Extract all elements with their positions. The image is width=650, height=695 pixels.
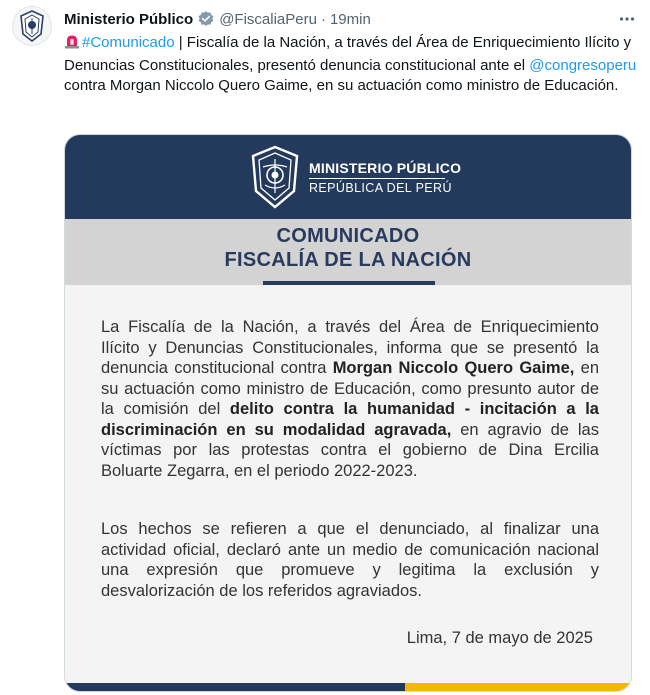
tweet-time[interactable]: 19min	[329, 10, 371, 28]
paragraph-1-e: en agravio de las víctimas por las protestas contra el gobierno de Dina Ercilia Boluarte Zegarra, en el periodo 2022-2023.	[101, 420, 599, 480]
police-light-icon	[64, 33, 80, 56]
ministerio-publico-crest-icon	[249, 145, 301, 209]
image-title-line2: FISCALÍA DE LA NACIÓN	[224, 249, 472, 271]
hashtag-comunicado-link[interactable]: #Comunicado	[82, 34, 175, 51]
footer-bar-gold	[405, 683, 631, 692]
tweet-text	[64, 33, 642, 97]
ministerio-logo	[249, 145, 461, 209]
tweet-text-part-2: contra Morgan Niccolo Quero Gaime, en su actuación como ministro de Educación.	[64, 77, 619, 94]
tweet-text-part-1: | Fiscalía de la Nación, a través del Área de Enriquecimiento Ilícito y Denuncias Constitucionales, presentó denuncia constitucional ante el	[64, 34, 632, 74]
paragraph-1-name: Morgan Niccolo Quero Gaime,	[332, 359, 575, 377]
paragraph-1-charge: delito contra la humanidad - incitación a la discriminación en su modalidad agravada,	[101, 400, 599, 439]
logo-line1: MINISTERIO PÚBLICO	[309, 159, 462, 176]
avatar[interactable]	[12, 6, 52, 46]
paragraph-1-c: en su actuación como ministro de Educación, como presunto autor de la comisión del	[101, 359, 600, 418]
mention-congresoperu-link[interactable]: @congresoperu	[529, 56, 637, 74]
image-title-line1: COMUNICADO	[276, 225, 420, 247]
more-options-button[interactable]	[616, 8, 638, 30]
paragraph-1	[101, 317, 599, 481]
tweet-header	[64, 8, 638, 30]
logo-line2: REPÚBLICA DEL PERÚ	[309, 180, 452, 195]
tweet-image[interactable]	[64, 134, 632, 692]
footer-bar-blue	[65, 683, 405, 692]
more-horizontal-icon	[618, 10, 636, 28]
author-handle[interactable]: @FiscaliaPeru	[219, 10, 317, 28]
ministerio-publico-crest-icon	[19, 10, 45, 42]
footer-bar	[65, 683, 631, 692]
separator-dot: ·	[320, 10, 326, 28]
paragraph-2: Los hechos se refieren a que el denunciado, al finalizar una actividad oficial, declaró ante un medio de comunicación nacional una expresión que promueve y legitima la exclusión y desvalorización de los referidos agraviados.	[101, 520, 599, 600]
signoff-date: Lima, 7 de mayo de 2025	[406, 629, 593, 647]
verified-badge-icon	[197, 10, 215, 28]
logo-divider	[309, 178, 445, 179]
author-name[interactable]: Ministerio Público	[64, 10, 194, 28]
title-band	[65, 219, 631, 285]
image-banner	[65, 135, 631, 219]
paragraph-1-a: La Fiscalía de la Nación, a través del Área de Enriquecimiento Ilícito y Denuncias Constitucionales, informa que se presentó la denuncia constitucional contra	[101, 318, 599, 377]
